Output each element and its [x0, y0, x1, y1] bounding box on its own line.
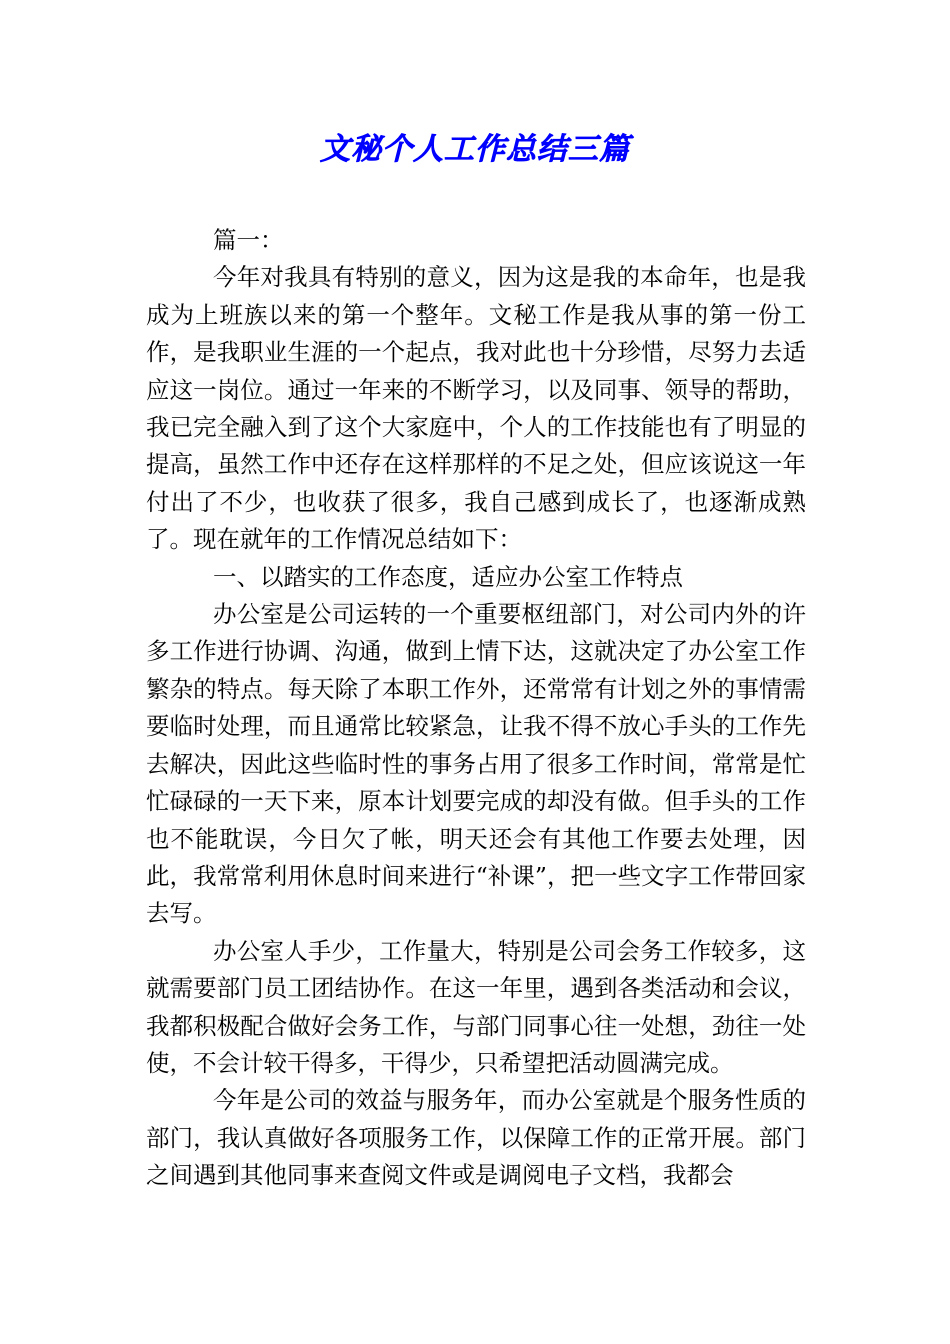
paragraph-service: 今年是公司的效益与服务年，而办公室就是个服务性质的部门，我认真做好各项服务工作，以保障工作的正常开展。部门之间遇到其他同事来查阅文件或是调阅电子文档，我都会 — [146, 1086, 806, 1190]
section-heading-one: 一、以踏实的工作态度，适应办公室工作特点 — [212, 562, 683, 591]
section-heading-part-one: 篇一： — [212, 226, 284, 254]
paragraph-intro: 今年对我具有特别的意义，因为这是我的本命年，也是我成为上班族以来的第一个整年。文秘工作是我从事的第一份工作，是我职业生涯的一个起点，我对此也十分珍惜，尽努力去适应这一岗位。通过一年来的不断学习，以及同事、领导的帮助，我已完全融入到了这个大家庭中，个人的工作技能也有了明显的提高，虽然工作中还存在这样那样的不足之处，但应该说这一年付出了不少，也收获了很多，我自己感到成长了，也逐渐成熟了。现在就年的工作情况总结如下： — [146, 263, 806, 554]
paragraph-teamwork: 办公室人手少，工作量大，特别是公司会务工作较多，这就需要部门员工团结协作。在这一年里，遇到各类活动和会议，我都积极配合做好会务工作，与部门同事心往一处想，劲往一处使，不会计较干得多，干得少，只希望把活动圆满完成。 — [146, 936, 806, 1077]
document-body — [146, 222, 806, 1195]
paragraph-office-role: 办公室是公司运转的一个重要枢纽部门，对公司内外的许多工作进行协调、沟通，做到上情下达，这就决定了办公室工作繁杂的特点。每天除了本职工作外，还常常有计划之外的事情需要临时处理，而且通常比较紧急，让我不得不放心手头的工作先去解决，因此这些临时性的事务占用了很多工作时间，常常是忙忙碌碌的一天下来，原本计划要完成的却没有做。但手头的工作也不能耽误，今日欠了帐，明天还会有其他工作要去处理，因此，我常常利用休息时间来进行“补课”，把一些文字工作带回家去写。 — [146, 600, 806, 928]
document-title: 文秘个人工作总结三篇 — [320, 132, 630, 167]
